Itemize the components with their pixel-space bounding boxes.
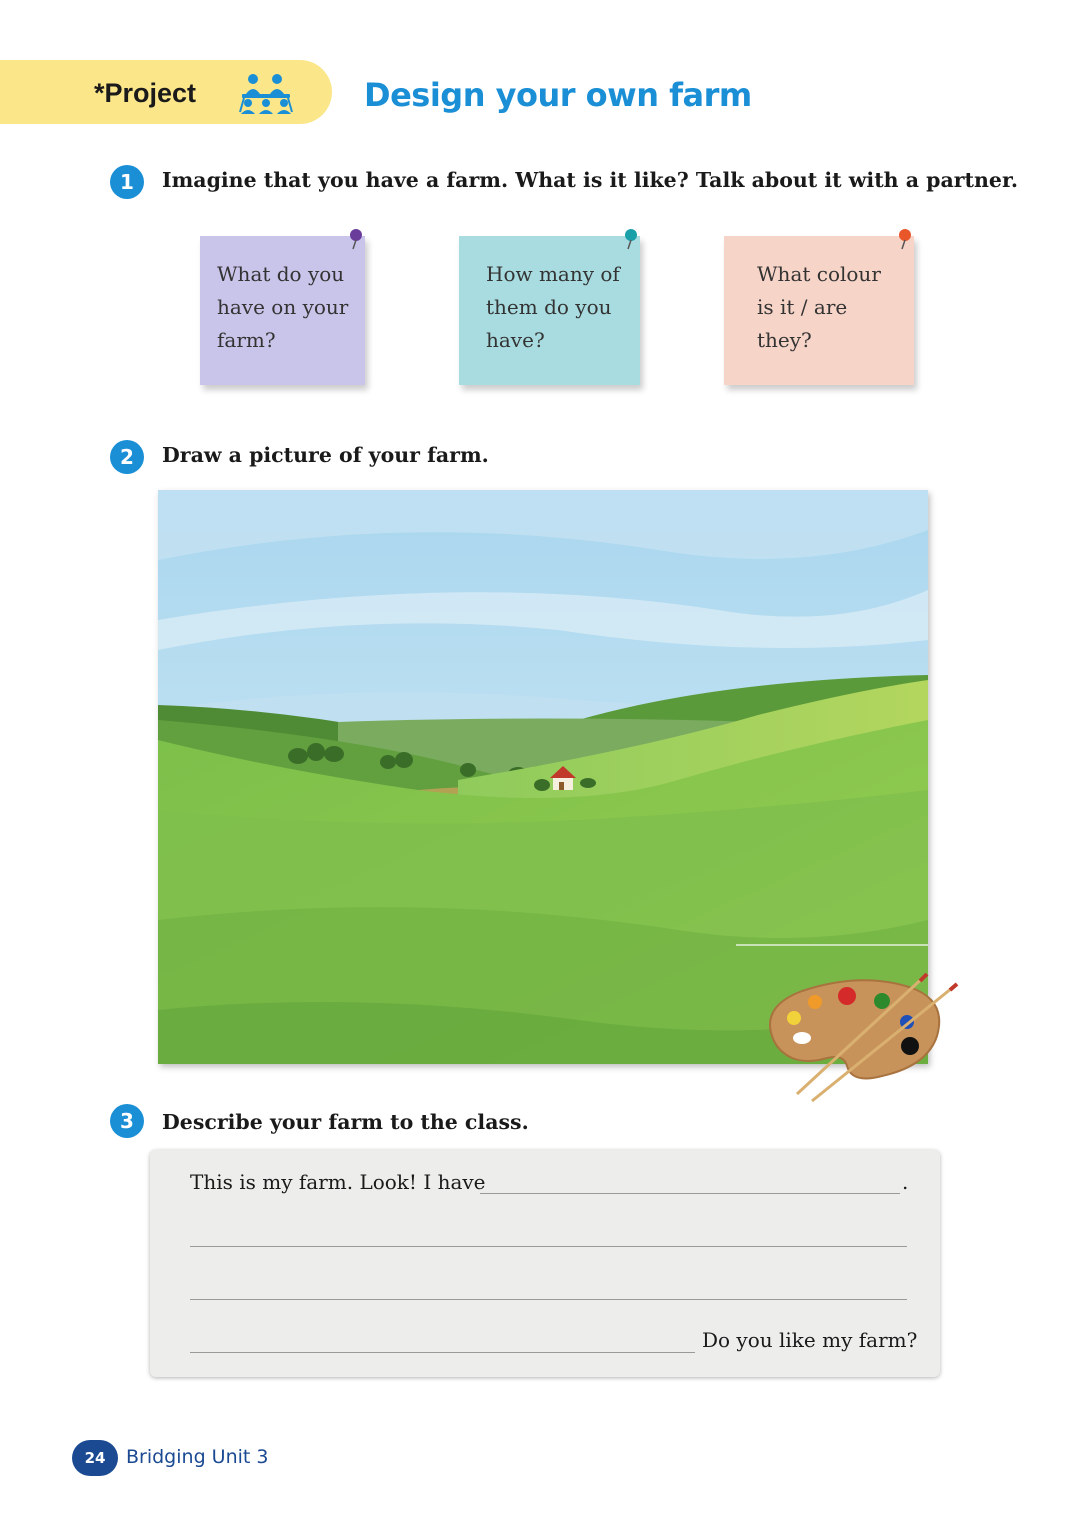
closing-question: Do you like my farm?	[702, 1328, 918, 1352]
section-instruction: Imagine that you have a farm. What is it like? Talk about it with a partner.	[162, 168, 1019, 192]
section-number: 3	[110, 1104, 144, 1138]
writing-prompt: This is my farm. Look! I have	[190, 1170, 486, 1194]
paint-palette-icon	[752, 966, 972, 1106]
note-line: have on your	[217, 295, 349, 319]
note-line: is it / are	[757, 295, 848, 319]
page-title: Design your own farm	[364, 76, 752, 114]
pushpin-icon	[623, 228, 639, 250]
section-number: 1	[110, 165, 144, 199]
unit-label: Bridging Unit 3	[126, 1446, 269, 1468]
writing-line[interactable]	[190, 1246, 907, 1247]
group-work-icon	[236, 72, 296, 114]
note-line: What do you	[217, 262, 345, 286]
section-number: 2	[110, 440, 144, 474]
writing-line[interactable]	[190, 1352, 695, 1353]
note-line: have?	[486, 328, 545, 352]
note-line: What colour	[757, 262, 881, 286]
section-instruction: Draw a picture of your farm.	[162, 443, 489, 467]
note-line: them do you	[486, 295, 612, 319]
page-number: 24	[72, 1440, 118, 1476]
note-line: How many of	[486, 262, 620, 286]
project-label: *Project	[94, 78, 197, 108]
writing-line[interactable]	[190, 1299, 907, 1300]
section-instruction: Describe your farm to the class.	[162, 1110, 529, 1134]
note-line: they?	[757, 328, 812, 352]
note-line: farm?	[217, 328, 276, 352]
writing-period: .	[902, 1170, 909, 1194]
pushpin-icon	[897, 228, 913, 250]
writing-line[interactable]	[480, 1193, 900, 1194]
note-question	[757, 258, 881, 357]
note-question	[217, 258, 348, 357]
pushpin-icon	[348, 228, 364, 250]
note-question	[486, 258, 620, 357]
